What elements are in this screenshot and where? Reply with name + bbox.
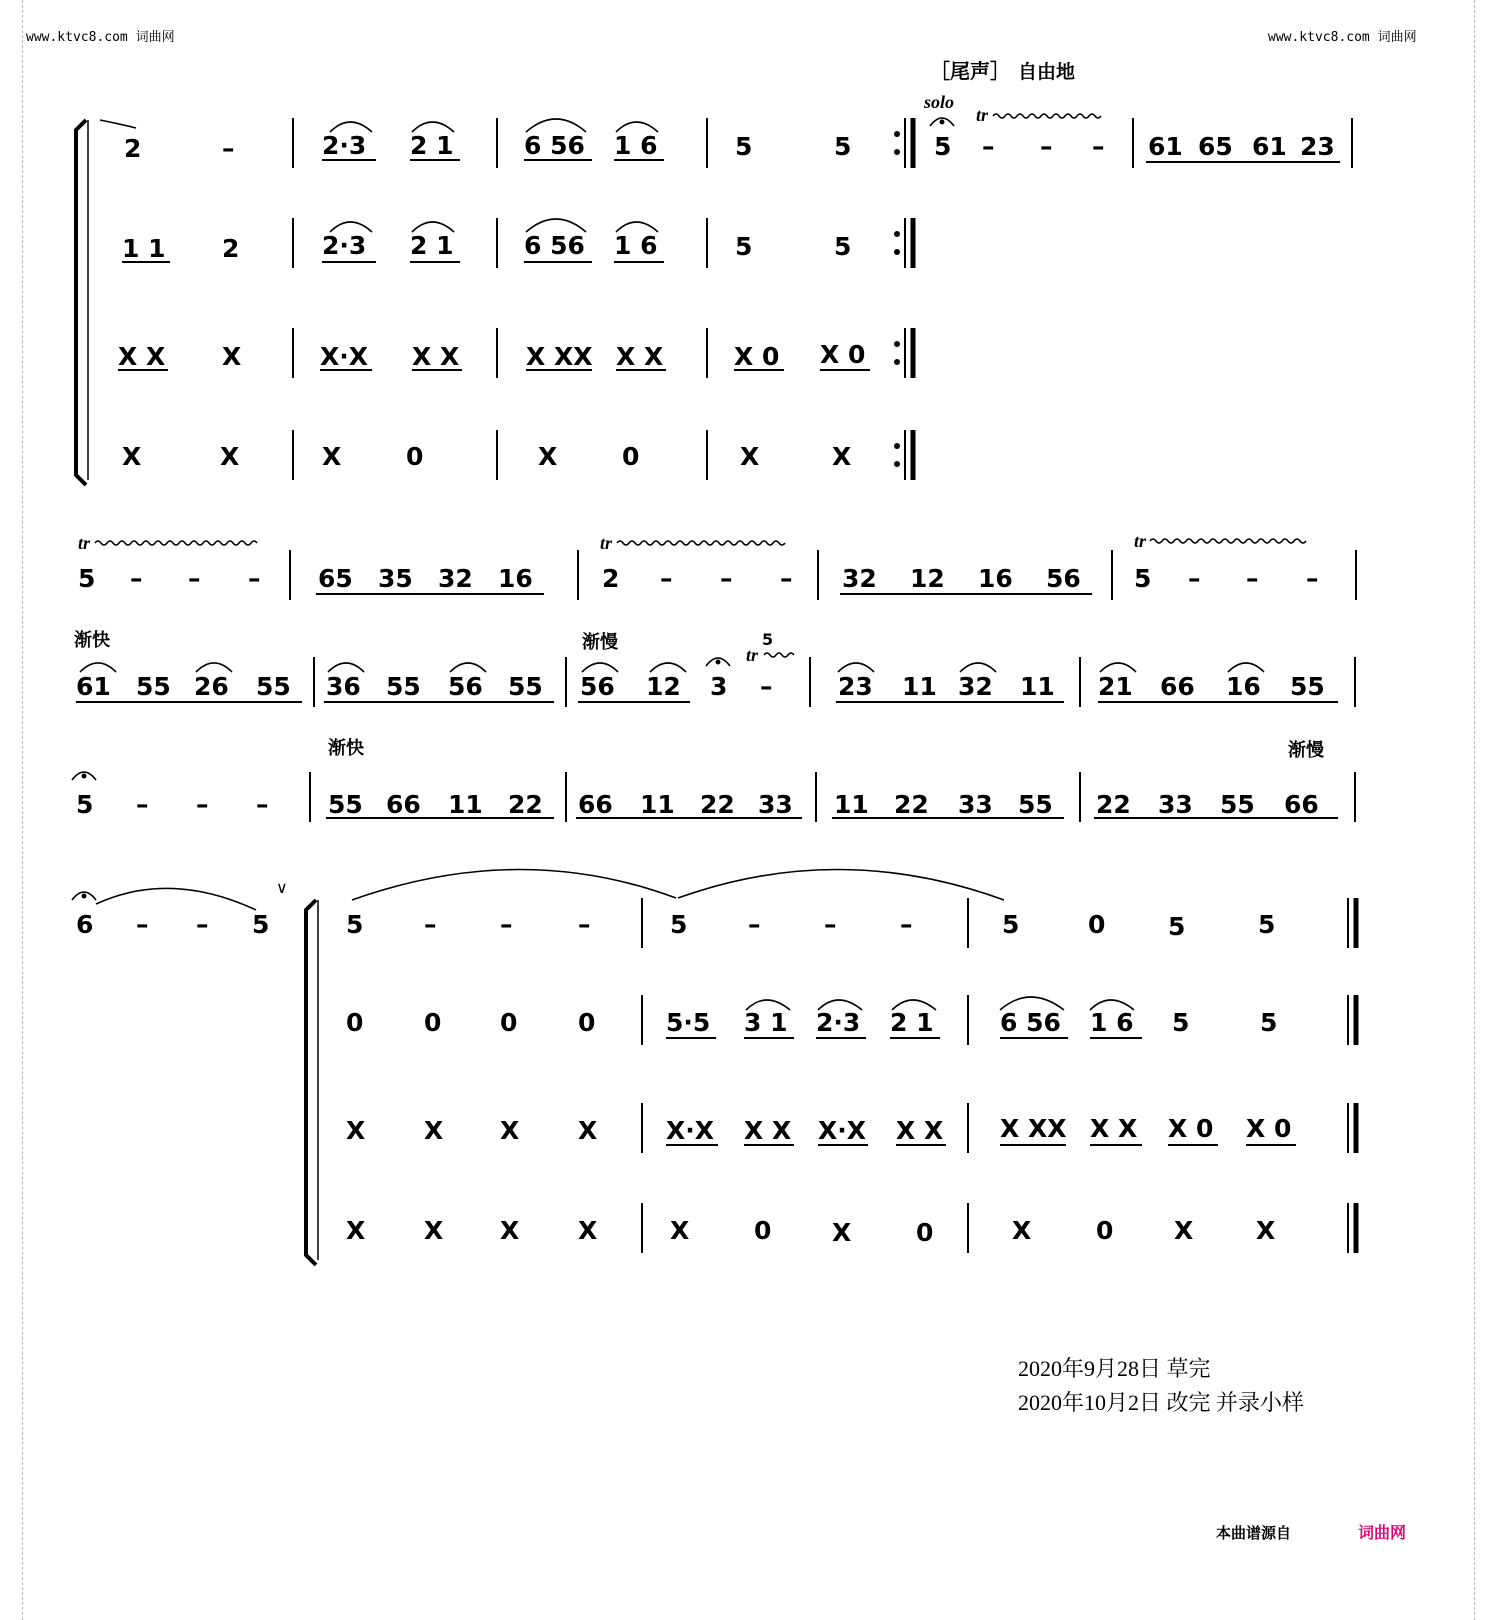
note: X: [500, 1216, 520, 1245]
tempo-marking: 自由地: [1018, 61, 1076, 83]
note: 33: [1158, 790, 1193, 819]
note: 5: [76, 790, 94, 819]
trill-upper-note: 5: [762, 630, 774, 649]
note: 0: [500, 1008, 518, 1037]
note: 1 1: [122, 234, 166, 263]
note: 32: [842, 564, 877, 593]
note: 5: [1172, 1008, 1190, 1037]
note: –: [196, 790, 209, 819]
note: X X: [412, 342, 460, 371]
date-revised: 2020年10月2日 改完 并录小样: [1018, 1390, 1305, 1415]
trill-mark: tr: [600, 533, 613, 553]
note: –: [982, 132, 995, 161]
note: 61: [1148, 132, 1183, 161]
note: 3: [710, 672, 728, 701]
note: –: [748, 910, 761, 939]
note: –: [720, 564, 733, 593]
rit-marking: 渐慢: [582, 632, 618, 653]
note: 2 1: [890, 1008, 934, 1037]
note: X 0: [820, 340, 866, 369]
note: 11: [640, 790, 675, 819]
note: 5: [1134, 564, 1152, 593]
note: 5: [934, 132, 952, 161]
note: 5: [1258, 910, 1276, 939]
note: X: [670, 1216, 690, 1245]
note: X: [220, 442, 240, 471]
note: X·X: [818, 1116, 867, 1145]
note: –: [1040, 132, 1053, 161]
note: 65: [318, 564, 353, 593]
note: 5: [346, 910, 364, 939]
note: 55: [1018, 790, 1053, 819]
note: X: [1174, 1216, 1194, 1245]
date-drafted: 2020年9月28日 草完: [1018, 1356, 1211, 1381]
note: 33: [958, 790, 993, 819]
header-right-site: www.ktvc8.com 词曲网: [1268, 30, 1417, 45]
note: X: [424, 1116, 444, 1145]
note: 6 56: [524, 231, 585, 260]
note: 55: [1220, 790, 1255, 819]
note: 2 1: [410, 131, 454, 160]
note: 2: [222, 234, 240, 263]
note: –: [660, 564, 673, 593]
note: –: [188, 564, 201, 593]
note: 2·3: [816, 1008, 861, 1037]
note: –: [196, 910, 209, 939]
note: 16: [978, 564, 1013, 593]
note: 26: [194, 672, 229, 701]
note: 0: [578, 1008, 596, 1037]
note: 56: [448, 672, 483, 701]
note: 66: [578, 790, 613, 819]
note: 55: [328, 790, 363, 819]
note: X X: [744, 1116, 792, 1145]
note: 5: [1260, 1008, 1278, 1037]
note: –: [1306, 564, 1319, 593]
note: 23: [838, 672, 873, 701]
note: 0: [916, 1218, 934, 1247]
note: 12: [646, 672, 681, 701]
note: X: [832, 1218, 852, 1247]
note: X: [500, 1116, 520, 1145]
note: 55: [508, 672, 543, 701]
note: X: [832, 442, 852, 471]
note: X: [346, 1216, 366, 1245]
note: 0: [424, 1008, 442, 1037]
note: X·X: [666, 1116, 715, 1145]
note: 6 56: [524, 131, 585, 160]
note: 55: [1290, 672, 1325, 701]
trill-mark: tr: [976, 105, 989, 125]
section-name: ［尾声］: [930, 59, 1010, 83]
note: 32: [438, 564, 473, 593]
note: 6 56: [1000, 1008, 1061, 1037]
note: X 0: [1168, 1114, 1214, 1143]
note: 5: [1002, 910, 1020, 939]
note: 5: [252, 910, 270, 939]
note: 2·3: [322, 131, 367, 160]
note: –: [222, 134, 235, 163]
note: 66: [1160, 672, 1195, 701]
note: 5: [834, 232, 852, 261]
note: 0: [754, 1216, 772, 1245]
note: X: [538, 442, 558, 471]
note: 0: [1096, 1216, 1114, 1245]
note: X XX: [526, 342, 593, 371]
note: 61: [1252, 132, 1287, 161]
note: 22: [700, 790, 735, 819]
note: 55: [386, 672, 421, 701]
note: X: [578, 1116, 598, 1145]
note: 5: [834, 132, 852, 161]
note: –: [130, 564, 143, 593]
note: X 0: [734, 342, 780, 371]
note: 22: [508, 790, 543, 819]
note: 11: [448, 790, 483, 819]
note: X XX: [1000, 1114, 1067, 1143]
right-watermark-strip: [1474, 0, 1496, 1620]
note: 22: [1096, 790, 1131, 819]
note: 5: [1168, 912, 1186, 941]
note: 3 1: [744, 1008, 788, 1037]
left-watermark-strip: [0, 0, 23, 1620]
note: 16: [1226, 672, 1261, 701]
rit-marking: 渐慢: [1288, 740, 1324, 761]
note: –: [248, 564, 261, 593]
note: 65: [1198, 132, 1233, 161]
note: 12: [910, 564, 945, 593]
note: X: [740, 442, 760, 471]
note: 21: [1098, 672, 1133, 701]
note: 32: [958, 672, 993, 701]
note: 0: [622, 442, 640, 471]
note: 0: [346, 1008, 364, 1037]
note: X: [322, 442, 342, 471]
brand-link[interactable]: 词曲网: [1358, 1523, 1407, 1542]
note: X: [222, 342, 242, 371]
note: 1 6: [614, 131, 658, 160]
note: 5: [670, 910, 688, 939]
note: X X: [1090, 1114, 1138, 1143]
note: 5: [735, 132, 753, 161]
note: –: [136, 910, 149, 939]
note: –: [136, 790, 149, 819]
accel-marking: 渐快: [328, 738, 364, 759]
note: 11: [1020, 672, 1055, 701]
note: X: [578, 1216, 598, 1245]
note: –: [424, 910, 437, 939]
note: X: [424, 1216, 444, 1245]
note: 11: [902, 672, 937, 701]
note: 33: [758, 790, 793, 819]
note: X X: [896, 1116, 944, 1145]
note: X: [346, 1116, 366, 1145]
note: –: [500, 910, 513, 939]
accel-marking: 渐快: [74, 630, 110, 651]
note: X: [1012, 1216, 1032, 1245]
note: 5·5: [666, 1008, 711, 1037]
note: 2·3: [322, 231, 367, 260]
note: 2: [124, 134, 142, 163]
note: 1 6: [614, 231, 658, 260]
source-label: 本曲谱源自: [1216, 1524, 1292, 1542]
note: 1 6: [1090, 1008, 1134, 1037]
note: 56: [1046, 564, 1081, 593]
note: 66: [386, 790, 421, 819]
trill-mark: tr: [746, 645, 759, 665]
note: X X: [118, 342, 166, 371]
note: –: [1188, 564, 1201, 593]
note: –: [1092, 132, 1105, 161]
note: 22: [894, 790, 929, 819]
note: –: [824, 910, 837, 939]
note: 0: [406, 442, 424, 471]
header-left-site: www.ktvc8.com 词曲网: [26, 30, 175, 45]
note: –: [578, 910, 591, 939]
note: 11: [834, 790, 869, 819]
note: 55: [136, 672, 171, 701]
breath-mark: ∨: [276, 878, 288, 897]
note: 5: [78, 564, 96, 593]
note: X: [1256, 1216, 1276, 1245]
note: –: [760, 672, 773, 701]
trill-mark: tr: [1134, 531, 1147, 551]
note: 56: [580, 672, 615, 701]
note: –: [1246, 564, 1259, 593]
note: X: [122, 442, 142, 471]
trill-mark: tr: [78, 533, 91, 553]
solo-label: solo: [924, 92, 955, 112]
note: X·X: [320, 342, 369, 371]
note: –: [780, 564, 793, 593]
note: 61: [76, 672, 111, 701]
note: 2 1: [410, 231, 454, 260]
note: X 0: [1246, 1114, 1292, 1143]
note: 0: [1088, 910, 1106, 939]
note: 35: [378, 564, 413, 593]
note: 5: [735, 232, 753, 261]
note: 2: [602, 564, 620, 593]
note: 23: [1300, 132, 1335, 161]
note: 16: [498, 564, 533, 593]
note: X X: [616, 342, 664, 371]
note: 66: [1284, 790, 1319, 819]
note: –: [900, 910, 913, 939]
note: –: [256, 790, 269, 819]
note: 36: [326, 672, 361, 701]
note: 55: [256, 672, 291, 701]
note: 6: [76, 910, 94, 939]
